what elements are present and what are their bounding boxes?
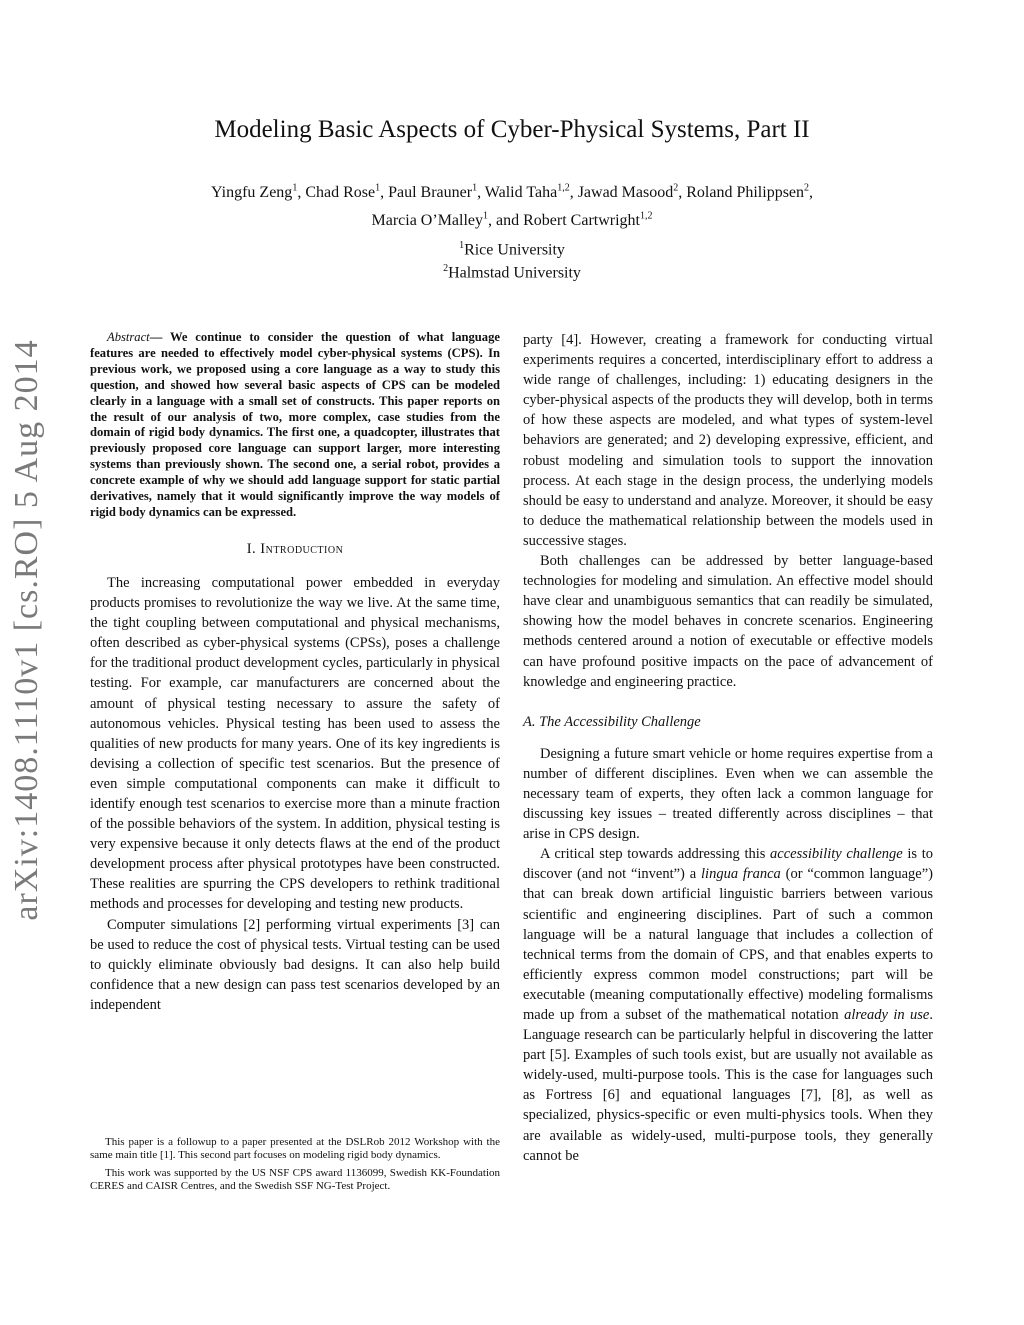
affiliation: $^2$Halmstad University: [443, 263, 581, 282]
paragraph: Designing a future smart vehicle or home requires expertise from a number of different disciplines. Even when we can assemble the necessary team of experts, they often lack a common language for discussing key issues – treated differently across disciplines – that arise in CPS design.: [523, 745, 933, 843]
author: Jawad Masood$^2$,: [577, 183, 687, 202]
paragraph: The increasing computational power embedded in everyday products promises to revolutionize the way we live. At the same time, the tight coupling between computational and physical mechanisms, often described as cyber-physical systems (CPSs), poses a challenge for the traditional product development cycles, particularly in physical testing. For example, car manufacturers are concerned about the amount of physical testing necessary to assure the safety of autonomous vehicles. Physical testing has been used to assess the qualities of new products for many years. One of its key ingredients is devising a collection of specific test scenarios. But the presence of even simple computational components can make it difficult to identify enough test scenarios to exercise more than a minute fraction of the possible behaviors of the system. In addition, physical testing is very expensive because it only detects flaws at the end of the product development process after physical prototypes have been constructed. These realities are spurring the CPS developers to rethink traditional methods and processes for developing and testing new products.: [90, 574, 500, 913]
abstract-label: Abstract: [107, 330, 150, 344]
footnote: This work was supported by the US NSF CPS award 1136099, Swedish KK-Foundation CERES and CAISR Centres, and the Swedish SSF NG-Test Project.: [90, 1166, 500, 1192]
author: Robert Cartwright$^{1,2}$: [523, 210, 653, 229]
author: Paul Brauner$^1$,: [388, 183, 485, 202]
paragraph: Computer simulations [2] performing virtual experiments [3] can be used to reduce the cost of physical tests. Virtual testing can be used to quickly eliminate obviously bad designs. It can also help build confidence that a new design can pass test scenarios developed by an independent: [90, 916, 500, 1013]
author: Chad Rose$^1$,: [305, 183, 389, 202]
abstract: Abstract— We continue to consider the question of what language features are needed to effectively model cyber-physical systems (CPS). In previous work, we proposed using a core language as a way to study this question, and showed how several basic aspects of CPS can be modeled clearly in a language with a small set of constructs. This paper reports on the result of our analysis of two, more complex, case studies from the domain of rigid body dynamics. The first one, a quadcopter, illustrates that previously proposed core language can support larger, more interesting systems than previously shown. The second one, a serial robot, provides a concrete example of why we should add language support for static partial derivatives, namely that it would significantly improve the way models of rigid body dynamics can be expressed.: [90, 330, 500, 519]
author-list: [130, 177, 894, 232]
author: Roland Philippsen$^2$,: [686, 183, 814, 202]
paper-title: Modeling Basic Aspects of Cyber-Physical Systems, Part II: [214, 116, 810, 143]
author: Yingfu Zeng$^1$,: [210, 183, 306, 202]
paragraph: party [4]. However, creating a framework for conducting virtual experiments requires a concerted, interdisciplinary effort to address a wide range of challenges, including: 1) educating designers in the cyber-physical aspects of the products they will develop, both in terms of how these aspects are modeled, and what types of system-level behaviors are generated; and 2) developing expressive, efficient, and robust modeling and simulation tools to support the innovation process. At each stage in the design process, the underlying models should be easy to understand and analyze. Moreover, it should be easy to deduce the mathematical relationship between the models used in successive stages.: [523, 332, 933, 549]
author: Marcia O’Malley$^1$, and: [371, 210, 524, 229]
author: Walid Taha$^{1,2}$,: [484, 183, 578, 202]
paragraph: Both challenges can be addressed by better language-based technologies for modeling and simulation. An effective model should have clear and unambiguous semantics that can readily be simulated, showing how the model behaves in concrete scenarios. Engineering methods centered around a notion of executable or effective models can have profound positive impacts on the pace of advancement of knowledge and engineering practice.: [523, 553, 933, 690]
arxiv-stamp: [5, 300, 49, 960]
paragraph: A critical step towards addressing this accessibility challenge is to discover (and not “invent”) a lingua franca (or “common language”) that can break down artificial linguistic barriers between various scientific and engineering disciplines. Part of such a common language will be a natural language that includes a collection of technical terms from the domain of CPS, and that enables experts to efficiently express common model constructions; part will be executable (meaning computationally effective) modeling formalisms made up from a subset of the mathematical notation already in use. Language research can be particularly helpful in discovering the latter part [5]. Examples of such tools exist, but are usually not available as widely-used, multi-purpose tools. This is the case for languages such as Fortress [6] and equational languages [7], [8], as well as specialized, physics-specific or even multi-physics tools. When they are available as widely-used, multi-purpose tools, they generally cannot be: [523, 846, 933, 1164]
footnotes: [90, 1136, 500, 1197]
affiliation: $^1$Rice University: [459, 240, 565, 259]
subsection-heading: A. The Accessibility Challenge: [523, 713, 701, 730]
section-heading: I. Introduction: [246, 540, 344, 557]
right-column: [523, 330, 933, 1166]
footnote: This paper is a followup to a paper presented at the DSLRob 2012 Workshop with the same main title [1]. This second part focuses on modeling rigid body dynamics.: [90, 1136, 500, 1162]
left-column: [90, 330, 500, 1015]
abstract-text: We continue to consider the question of what language features are needed to effectively model cyber-physical systems (CPS). In previous work, we proposed using a core language as a way to study this question, and showed how several basic aspects of CPS can be modeled clearly in a language with a small set of constructs. This paper reports on the result of our analysis of two, more complex, case studies from the domain of rigid body dynamics. The first one, a quadcopter, illustrates that previously proposed core language can support larger, more interesting systems than previously shown. The second one, a serial robot, provides a concrete example of why we should add language support for static partial derivatives, namely that it would significantly improve the way models of rigid body dynamics can be expressed.: [90, 330, 500, 519]
arxiv-id: arXiv:1408.1110v1 [cs.RO] 5 Aug 2014: [8, 339, 45, 921]
